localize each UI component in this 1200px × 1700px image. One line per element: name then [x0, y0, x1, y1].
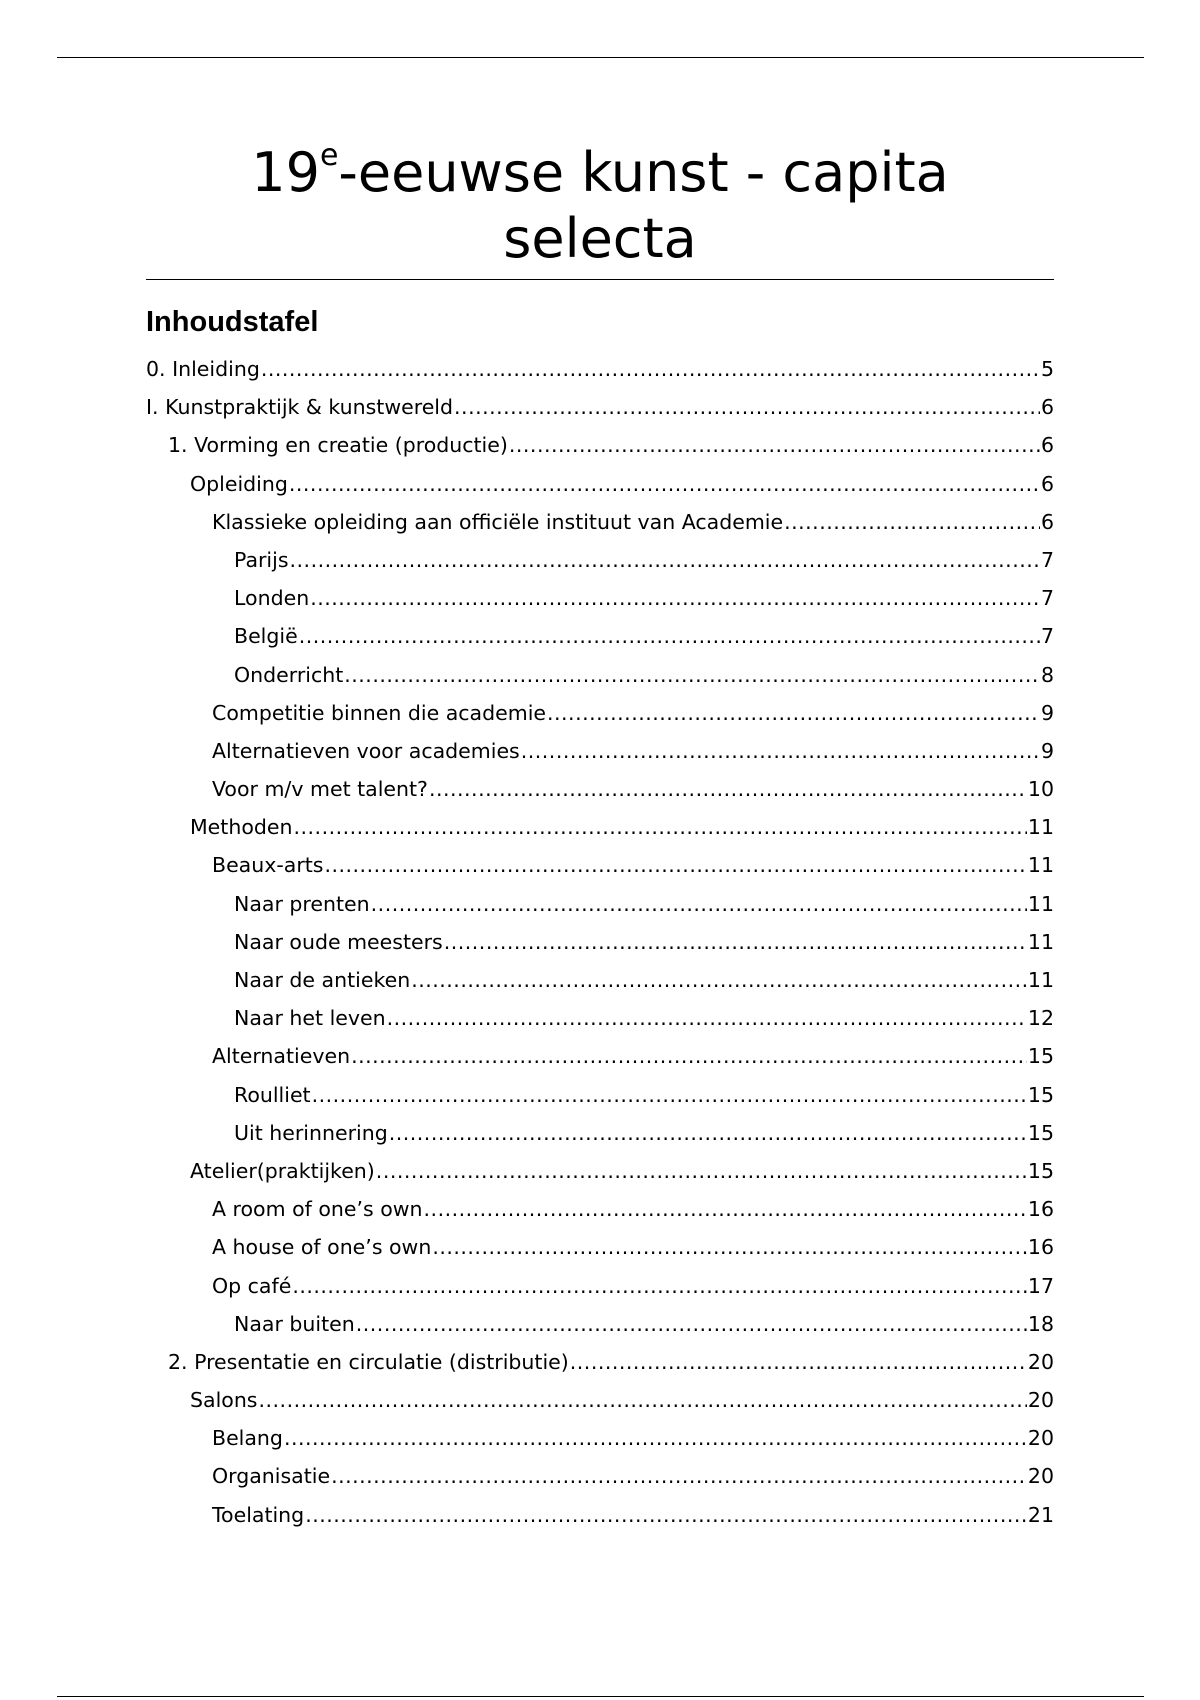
toc-entry-title: Naar het leven	[234, 1006, 386, 1031]
toc-entry[interactable]	[146, 846, 1054, 884]
toc-entry-title: Naar oude meesters	[234, 929, 443, 954]
toc-entry-title: Toelating	[212, 1502, 305, 1527]
toc-dot-leader	[784, 503, 1040, 541]
toc-entry-page: 11	[1027, 929, 1054, 954]
toc-entry[interactable]	[146, 732, 1054, 770]
toc-dot-leader	[305, 1496, 1027, 1534]
toc-entry-page: 6	[1040, 471, 1054, 496]
toc-entry-page: 7	[1040, 547, 1054, 572]
toc-dot-leader	[444, 923, 1027, 961]
toc-entry-page: 8	[1040, 662, 1054, 687]
toc-dot-leader	[331, 1457, 1027, 1495]
toc-entry[interactable]	[146, 923, 1054, 961]
toc-entry-page: 18	[1027, 1311, 1054, 1336]
toc-entry-title: Methoden	[190, 815, 293, 840]
toc-entry-page: 15	[1027, 1044, 1054, 1069]
toc-entry-title: I. Kunstpraktijk & kunstwereld	[146, 395, 454, 420]
toc-dot-leader	[299, 617, 1040, 655]
toc-entry[interactable]	[146, 1190, 1054, 1228]
toc-entry-page: 15	[1027, 1120, 1054, 1145]
toc-dot-leader	[259, 1381, 1027, 1419]
toc-entry-title: Naar buiten	[234, 1311, 355, 1336]
toc-dot-leader	[324, 846, 1026, 884]
document-title	[146, 140, 1054, 272]
toc-entry[interactable]	[146, 1114, 1054, 1152]
toc-entry-page: 15	[1027, 1158, 1054, 1183]
toc-dot-leader	[292, 1267, 1027, 1305]
toc-entry-page: 20	[1027, 1426, 1054, 1451]
table-of-contents	[146, 350, 1054, 1534]
toc-entry-page: 20	[1027, 1464, 1054, 1489]
toc-dot-leader	[344, 656, 1040, 694]
toc-entry-page: 11	[1027, 968, 1054, 992]
toc-entry[interactable]	[146, 1037, 1054, 1075]
toc-entry-page: 16	[1027, 1235, 1054, 1260]
title-line2: selecta	[503, 207, 697, 270]
toc-entry-page: 15	[1027, 1082, 1054, 1107]
toc-dot-leader	[454, 388, 1040, 426]
toc-dot-leader	[411, 961, 1027, 999]
toc-entry[interactable]	[146, 885, 1054, 923]
toc-entry-page: 17	[1027, 1273, 1054, 1298]
toc-entry[interactable]	[146, 694, 1054, 732]
toc-entry-title: Competitie binnen die academie	[212, 700, 546, 725]
toc-dot-leader	[509, 426, 1040, 464]
toc-entry[interactable]	[146, 1152, 1054, 1190]
toc-entry-title: 0. Inleiding	[146, 357, 260, 381]
toc-entry-title: Londen	[234, 586, 310, 611]
toc-entry[interactable]	[146, 541, 1054, 579]
toc-entry[interactable]	[146, 1457, 1054, 1495]
toc-entry-title: Naar de antieken	[234, 968, 411, 992]
toc-entry-title: Roulliet	[234, 1082, 311, 1107]
toc-entry-title: Uit herinnering	[234, 1120, 388, 1145]
toc-entry[interactable]	[146, 426, 1054, 464]
toc-entry-title: Salons	[190, 1388, 258, 1413]
title-underline	[146, 279, 1054, 280]
toc-entry-page: 10	[1027, 777, 1054, 802]
toc-entry[interactable]	[146, 808, 1054, 846]
header-rule	[57, 57, 1144, 58]
toc-entry[interactable]	[146, 1419, 1054, 1457]
toc-entry[interactable]	[146, 961, 1054, 999]
toc-dot-leader	[376, 1152, 1027, 1190]
toc-entry-title: Klassieke opleiding aan officiële instituut van Academie	[212, 509, 784, 534]
toc-dot-leader	[284, 1419, 1027, 1457]
toc-entry-title: 2. Presentatie en circulatie (distributie)	[168, 1349, 569, 1374]
toc-entry-page: 7	[1040, 586, 1054, 611]
toc-entry-title: A house of one’s own	[212, 1235, 432, 1260]
toc-entry[interactable]	[146, 1305, 1054, 1343]
toc-entry[interactable]	[146, 1267, 1054, 1305]
toc-entry[interactable]	[146, 503, 1054, 541]
toc-entry-title: Op café	[212, 1273, 292, 1298]
toc-entry-title: Onderricht	[234, 662, 344, 687]
footer-rule	[57, 1696, 1144, 1697]
toc-entry-page: 6	[1040, 395, 1054, 420]
toc-entry-title: Belang	[212, 1426, 283, 1451]
toc-entry-page: 5	[1040, 357, 1054, 381]
toc-entry[interactable]	[146, 770, 1054, 808]
toc-dot-leader	[312, 1076, 1027, 1114]
title-superscript: e	[319, 138, 339, 173]
toc-entry-title: Organisatie	[212, 1464, 331, 1489]
toc-entry[interactable]	[146, 1228, 1054, 1266]
toc-dot-leader	[547, 694, 1040, 732]
toc-entry[interactable]	[146, 656, 1054, 694]
toc-entry-page: 6	[1040, 509, 1054, 534]
toc-dot-leader	[371, 885, 1027, 923]
toc-entry-title: Atelier(praktijken)	[190, 1158, 375, 1183]
toc-dot-leader	[261, 350, 1040, 388]
toc-entry[interactable]	[146, 999, 1054, 1037]
toc-dot-leader	[289, 465, 1040, 503]
toc-entry-page: 11	[1027, 815, 1054, 840]
toc-entry-page: 9	[1040, 738, 1054, 763]
toc-dot-leader	[310, 579, 1040, 617]
toc-dot-leader	[521, 732, 1040, 770]
toc-entry-title: Alternatieven	[212, 1044, 351, 1069]
toc-dot-leader	[387, 999, 1027, 1037]
toc-entry-page: 11	[1027, 853, 1054, 878]
toc-entry-page: 12	[1027, 1006, 1054, 1031]
toc-entry-page: 7	[1040, 624, 1054, 649]
toc-entry-title: 1. Vorming en creatie (productie)	[168, 433, 508, 458]
toc-entry-page: 20	[1027, 1388, 1054, 1413]
toc-dot-leader	[424, 1190, 1027, 1228]
toc-entry-title: Beaux-arts	[212, 853, 324, 878]
toc-entry[interactable]	[146, 1496, 1054, 1534]
toc-entry[interactable]	[146, 1381, 1054, 1419]
toc-entry-page: 20	[1027, 1349, 1054, 1374]
title-line1-rest: -eeuwse kunst - capita	[338, 141, 949, 204]
toc-entry-title: Voor m/v met talent?	[212, 777, 428, 802]
title-number: 19	[251, 141, 320, 204]
toc-entry-page: 9	[1040, 700, 1054, 725]
toc-entry[interactable]	[146, 617, 1054, 655]
toc-entry-page: 6	[1040, 433, 1054, 458]
toc-entry-title: A room of one’s own	[212, 1197, 423, 1222]
toc-dot-leader	[429, 770, 1027, 808]
toc-entry[interactable]	[146, 388, 1054, 426]
toc-dot-leader	[432, 1228, 1027, 1266]
toc-entry-page: 21	[1027, 1502, 1054, 1527]
toc-entry[interactable]	[146, 350, 1054, 388]
toc-entry-page: 11	[1027, 891, 1054, 916]
toc-entry[interactable]	[146, 579, 1054, 617]
toc-entry[interactable]	[146, 465, 1054, 503]
toc-dot-leader	[351, 1037, 1027, 1075]
toc-dot-leader	[389, 1114, 1027, 1152]
toc-dot-leader	[356, 1305, 1027, 1343]
toc-entry-title: Parijs	[234, 547, 289, 572]
toc-entry-title: Naar prenten	[234, 891, 370, 916]
toc-entry[interactable]	[146, 1076, 1054, 1114]
toc-entry-page: 16	[1027, 1197, 1054, 1222]
toc-dot-leader	[294, 808, 1027, 846]
toc-entry-title: Opleiding	[190, 471, 288, 496]
toc-dot-leader	[290, 541, 1040, 579]
toc-entry-title: België	[234, 624, 298, 649]
toc-heading: Inhoudstafel	[146, 306, 319, 338]
toc-entry-title: Alternatieven voor academies	[212, 738, 520, 763]
toc-dot-leader	[570, 1343, 1027, 1381]
toc-entry[interactable]	[146, 1343, 1054, 1381]
